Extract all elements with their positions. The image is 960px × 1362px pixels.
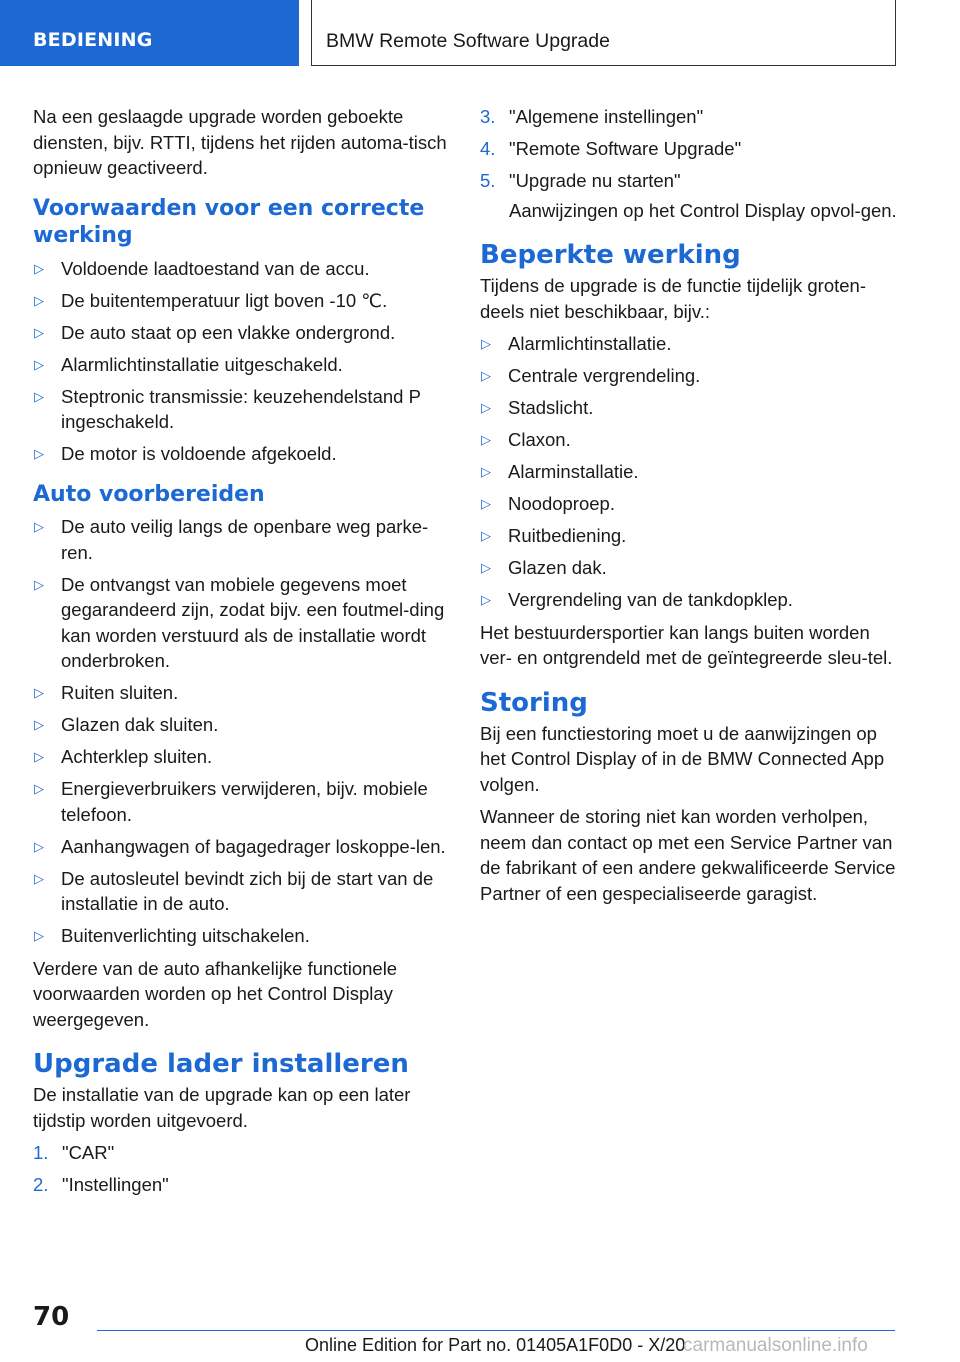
page-title: BMW Remote Software Upgrade xyxy=(326,30,610,52)
prepare-list xyxy=(33,514,448,949)
limited-intro: Tijdens de upgrade is de functie tijdelijk groten-deels niet beschikbaar, bijv.: xyxy=(480,275,866,322)
prepare-note: Verdere van de auto afhankelijke functionele voorwaarden worden op het Control Display weergegeven. xyxy=(33,957,398,1030)
footer-edition: Online Edition for Part no. 01405A1F0D0 - X/20 xyxy=(305,1335,686,1355)
triangle-bullet-icon: ▷ xyxy=(34,292,44,308)
list-item: ▷ Centrale vergrendeling. xyxy=(480,363,900,389)
conditions-list xyxy=(33,256,448,467)
list-item: 4. "Remote Software Upgrade" xyxy=(480,136,900,162)
limited-list xyxy=(480,331,900,613)
section-label: BEDIENING xyxy=(33,29,153,51)
list-item: ▷ Noodoproep. xyxy=(480,491,900,517)
list-item: ▷ Vergrendeling van de tankdopklep. xyxy=(480,587,900,613)
step-number: 4. xyxy=(480,138,496,159)
list-item: ▷ De auto staat op een vlakke ondergrond. xyxy=(33,320,448,346)
triangle-bullet-icon: ▷ xyxy=(481,400,491,415)
triangle-bullet-icon: ▷ xyxy=(34,260,44,276)
step-number: 2. xyxy=(33,1174,49,1195)
triangle-bullet-icon: ▷ xyxy=(34,685,44,700)
footer-divider xyxy=(97,1330,895,1331)
list-item: ▷ Steptronic transmissie: keuzehendelstand P ingeschakeld. xyxy=(34,385,421,432)
list-item: ▷ De ontvangst van mobiele gegevens moet gegarandeerd zijn, zodat bijv. een foutmel-ding kan worden verstuurd als de installatie wordt onderbroken. xyxy=(34,573,445,671)
install-intro: De installatie van de upgrade kan op een later tijdstip worden uitgevoerd. xyxy=(33,1084,411,1131)
limited-heading: Beperkte werking xyxy=(480,240,741,270)
list-item: ▷ Alarminstallatie. xyxy=(480,459,900,485)
list-item: 3. "Algemene instellingen" xyxy=(480,104,900,130)
triangle-bullet-icon: ▷ xyxy=(34,749,44,764)
triangle-bullet-icon: ▷ xyxy=(481,336,491,351)
list-item: ▷ Glazen dak sluiten. xyxy=(33,712,448,738)
triangle-bullet-icon: ▷ xyxy=(34,870,44,886)
fault-heading: Storing xyxy=(480,687,588,718)
watermark: carmanualsonline.info xyxy=(683,1335,868,1356)
step-number: 5. xyxy=(480,170,496,191)
list-item: ▷ Achterklep sluiten. xyxy=(33,744,448,770)
intro-paragraph: Na een geslaagde upgrade worden geboekte diensten, bijv. RTTI, tijdens het rijden automa-tisch opnieuw geactiveerd. xyxy=(33,106,447,178)
conditions-heading: Voorwaarden voor een correcte werking xyxy=(33,195,425,248)
list-item: ▷ Alarmlichtinstallatie uitgeschakeld. xyxy=(33,352,448,378)
list-item: 1. "CAR" xyxy=(33,1140,448,1166)
list-item: ▷ De motor is voldoende afgekoeld. xyxy=(33,441,448,467)
triangle-bullet-icon: ▷ xyxy=(34,519,44,534)
install-steps xyxy=(33,1140,448,1198)
triangle-bullet-icon: ▷ xyxy=(481,592,491,607)
install-steps-continued xyxy=(480,104,900,194)
list-item: ▷ Stadslicht. xyxy=(480,395,900,421)
page-number: 70 xyxy=(33,1302,70,1332)
fault-paragraph-1: Bij een functiestoring moet u de aanwijzingen op het Control Display of in de BMW Connected App volgen. xyxy=(480,722,885,795)
triangle-bullet-icon: ▷ xyxy=(481,528,491,543)
list-item: ▷ Claxon. xyxy=(480,427,900,453)
triangle-bullet-icon: ▷ xyxy=(34,576,44,592)
list-item: ▷ Voldoende laadtoestand van de accu. xyxy=(33,256,448,282)
list-item: ▷ Energieverbruikers verwijderen, bijv. mobiele telefoon. xyxy=(34,778,428,825)
triangle-bullet-icon: ▷ xyxy=(34,717,44,732)
step-number: 1. xyxy=(33,1142,49,1163)
triangle-bullet-icon: ▷ xyxy=(34,356,44,372)
triangle-bullet-icon: ▷ xyxy=(481,496,491,511)
list-item: ▷ De autosleutel bevindt zich bij de start van de installatie in de auto. xyxy=(34,867,434,914)
list-item: ▷ Ruiten sluiten. xyxy=(33,680,448,706)
list-item: ▷ Aanhangwagen of bagagedrager loskoppe-len. xyxy=(33,834,448,860)
triangle-bullet-icon: ▷ xyxy=(481,432,491,447)
list-item: ▷ Glazen dak. xyxy=(480,555,900,581)
section-tab xyxy=(0,0,299,66)
triangle-bullet-icon: ▷ xyxy=(481,368,491,383)
list-item: ▷ Alarmlichtinstallatie. xyxy=(480,331,900,357)
triangle-bullet-icon: ▷ xyxy=(481,560,491,575)
list-item: ▷ Ruitbediening. xyxy=(480,523,900,549)
triangle-bullet-icon: ▷ xyxy=(34,838,44,854)
triangle-bullet-icon: ▷ xyxy=(34,446,44,461)
right-column xyxy=(480,104,900,913)
triangle-bullet-icon: ▷ xyxy=(481,464,491,479)
install-heading: Upgrade lader installeren xyxy=(33,1049,409,1079)
list-item: ▷ De buitentemperatuur ligt boven -10 ℃. xyxy=(33,288,448,314)
list-item: 2. "Instellingen" xyxy=(33,1172,448,1198)
step-number: 3. xyxy=(480,106,496,127)
steps-note: Aanwijzingen op het Control Display opvol-gen. xyxy=(509,199,897,221)
list-item: ▷ Buitenverlichting uitschakelen. xyxy=(33,923,448,949)
limited-note: Het bestuurdersportier kan langs buiten worden ver- en ontgrendeld met de geïntegreerde sleu-tel. xyxy=(480,621,893,668)
left-column xyxy=(33,104,448,1205)
triangle-bullet-icon: ▷ xyxy=(34,928,44,943)
list-item: ▷ De auto veilig langs de openbare weg parke-ren. xyxy=(34,516,429,563)
prepare-heading: Auto voorbereiden xyxy=(33,481,265,507)
triangle-bullet-icon: ▷ xyxy=(34,324,44,340)
fault-paragraph-2: Wanneer de storing niet kan worden verholpen, neem dan contact op met een Service Partner van de fabrikant of een andere gekwalificeerde Service Partner of een gespecialiseerde garagist. xyxy=(480,806,896,904)
list-item: 5. "Upgrade nu starten" xyxy=(480,168,900,194)
triangle-bullet-icon: ▷ xyxy=(34,388,44,404)
triangle-bullet-icon: ▷ xyxy=(34,781,44,796)
